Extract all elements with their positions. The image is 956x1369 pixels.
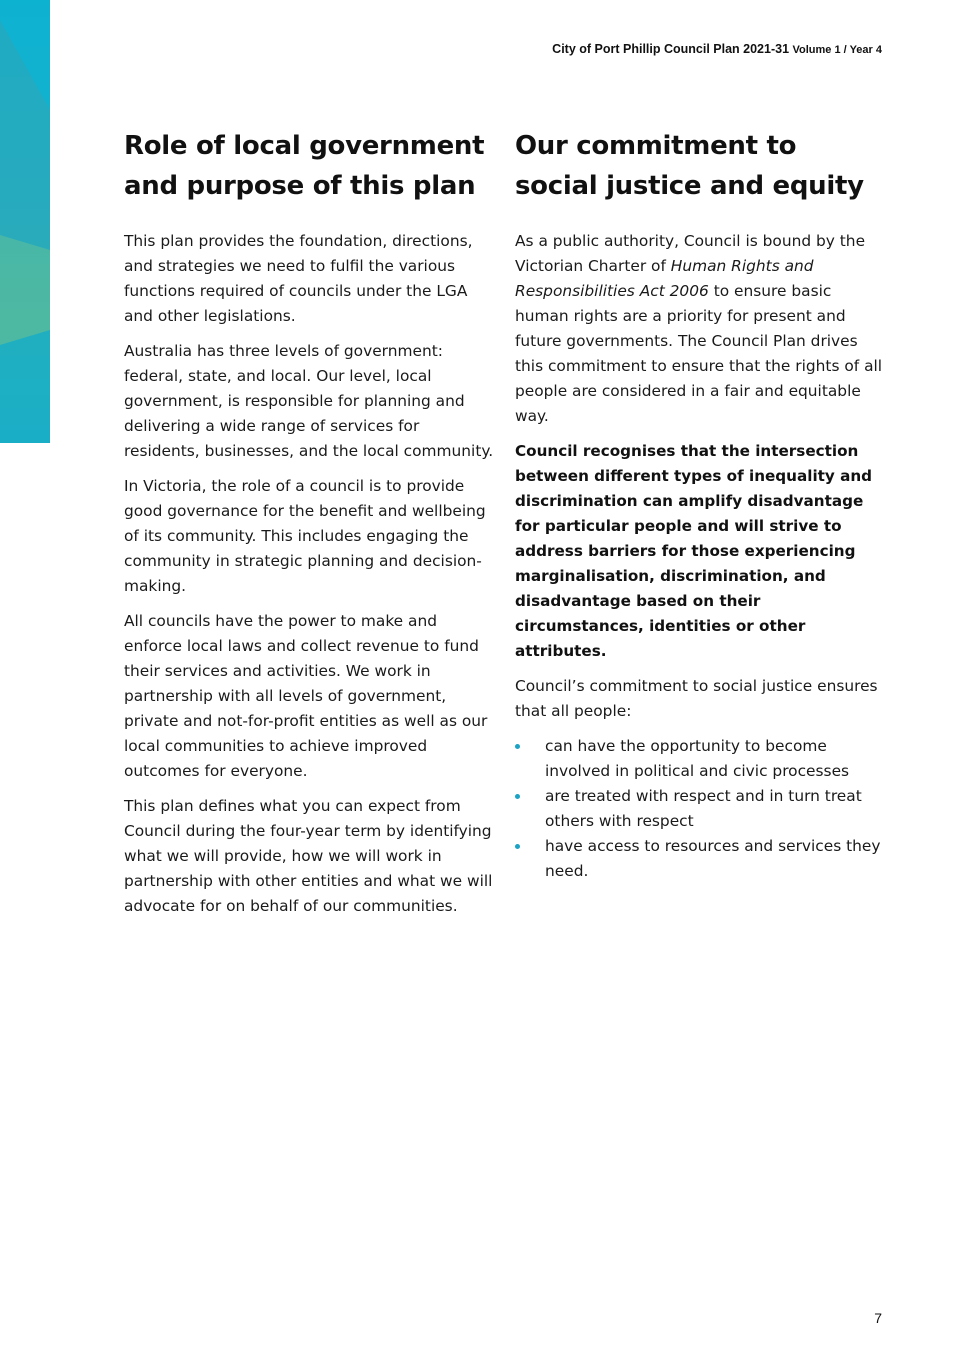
list-item-text: are treated with respect and in turn treat others with respect	[545, 787, 862, 830]
charter-act-name: Human Rights and Responsibilities Act 2006	[515, 257, 814, 300]
running-header	[552, 42, 882, 56]
right-column	[515, 126, 887, 884]
paragraph-4: All councils have the power to make and enforce local laws and collect revenue to fund their services and activities. We work in partnership with all levels of government, private and not-for-profit entities as well as our local communities to achieve improved outcomes for everyone.	[124, 612, 488, 780]
paragraph-5: This plan defines what you can expect from Council during the four-year term by identifying what we will provide, how we will work in partnership with other entities and what we will advocate for on behalf of our communities.	[124, 797, 493, 915]
commitment-list	[515, 734, 887, 884]
bullet-icon	[515, 744, 520, 749]
charter-text-end: to ensure basic human rights are a priority for present and future governments. The Council Plan drives this commitment to ensure that the rights of all people are considered in a fair and equitable way.	[515, 282, 883, 425]
section-heading-role: Role of local government and purpose of this plan	[124, 131, 485, 201]
list-item	[515, 834, 887, 884]
bullet-icon	[515, 794, 520, 799]
paragraph-1: This plan provides the foundation, directions, and strategies we need to fulfil the various functions required of councils under the LGA and other legislations.	[124, 232, 473, 325]
decorative-side-band	[0, 0, 50, 443]
charter-paragraph	[515, 229, 887, 429]
charter-text-start: As a public authority, Council is bound by the Victorian Charter of	[515, 232, 866, 275]
list-item-text: can have the opportunity to become involved in political and civic processes	[545, 737, 850, 780]
page-number: 7	[874, 1310, 882, 1326]
left-column	[124, 126, 496, 929]
list-item-text: have access to resources and services they need.	[545, 837, 881, 880]
section-heading-commitment: Our commitment to social justice and equity	[515, 131, 864, 201]
bullet-icon	[515, 844, 520, 849]
bold-statement: Council recognises that the intersection between different types of inequality and discrimination can amplify disadvantage for particular people and will strive to address barriers for those experiencing marginalisation, discrimination, and disadvantage based on their circumstances, identities or other attributes.	[515, 442, 873, 660]
volume-label: Volume 1 / Year 4	[792, 44, 882, 56]
paragraph-2: Australia has three levels of government: federal, state, and local. Our level, local government, is responsible for planning and delivering a wide range of services for residents, businesses, and the local community.	[124, 342, 494, 460]
paragraph-3: In Victoria, the role of a council is to provide good governance for the benefit and wellbeing of its community. This includes engaging the community in strategic planning and decision-making.	[124, 477, 486, 595]
list-item	[515, 734, 887, 784]
list-item	[515, 784, 887, 834]
document-title: City of Port Phillip Council Plan 2021-31	[552, 42, 790, 56]
commitment-intro: Council’s commitment to social justice ensures that all people:	[515, 677, 878, 720]
